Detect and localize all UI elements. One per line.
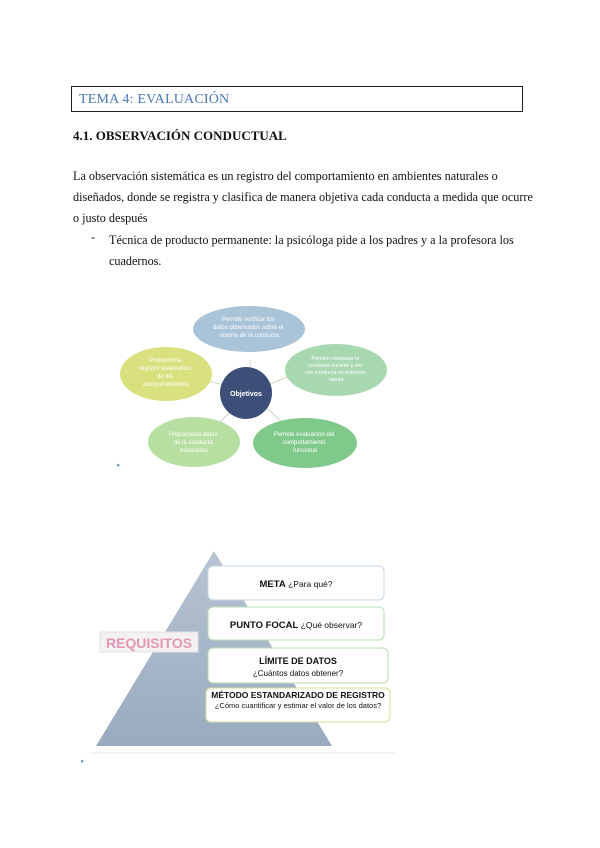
body-paragraph: La observación sistemática es un registro del comportamiento en ambientes naturales o diseñados, donde se registra y clasifica de manera objetiva cada conducta a medida que ocurre o justo después [73, 169, 533, 225]
objective-node-1-line-3: reporte de la conducta [219, 333, 279, 339]
svg-text:PUNTO FOCAL ¿Qué observar? [230, 620, 362, 631]
objective-node-2-line-1: Permite comparar la [311, 356, 360, 362]
objectives-center-label: Objetivos [230, 391, 262, 398]
objective-node-4-line-2: de la conducta [173, 440, 213, 446]
section-heading: 4.1. OBSERVACIÓN CONDUCTUAL [73, 128, 287, 143]
objective-node-3-line-1: Permite evaluación del [273, 432, 335, 438]
objective-node-2-line-4: natura [328, 377, 344, 383]
requisito-1-question: ¿Para qué? [285, 579, 333, 589]
anchor-marker-1: ▸ [117, 461, 121, 469]
section-title: TEMA 4: EVALUACIÓN [79, 92, 230, 107]
requisito-4-title: MÉTODO ESTANDARIZADO DE REGISTRO [211, 690, 385, 700]
requisito-1-title: META [259, 579, 286, 590]
objective-node-4-line-1: Proporciona datos [168, 432, 218, 438]
svg-text:META ¿Para qué? [260, 579, 333, 590]
bullet-marker: - [91, 230, 96, 244]
objective-node-1-line-1: Permite verificar los [221, 317, 275, 323]
bullet-text: Técnica de producto permanente: la psicóloga pide a los padres y a la profesora los cuadernos. [109, 233, 514, 268]
requisito-2-title: PUNTO FOCAL [229, 620, 299, 631]
objective-node-2-line-2: conducta durante y ent [308, 363, 363, 369]
objective-node-4-line-3: esperados [179, 448, 209, 454]
objective-node-5-line-1: Proporciona [148, 358, 182, 364]
anchor-marker-2: ▸ [81, 757, 85, 765]
objective-node-3-line-2: comportamiento [282, 440, 326, 446]
requisitos-label: REQUISITOS [105, 635, 193, 651]
objective-node-5-line-3: de los [157, 374, 174, 380]
requisito-4-question: ¿Cómo cuantificar y estimar el valor de los datos? [214, 701, 382, 710]
requisito-3-question: ¿Cuántos datos obtener? [252, 669, 344, 678]
objective-node-5-line-4: comportamientos [142, 382, 190, 388]
objective-node-1-line-2: datos observados sobre el [212, 325, 284, 331]
requisito-2-question: ¿Qué observar? [298, 620, 363, 630]
objective-node-3-line-3: funcional [292, 448, 318, 454]
requisito-3-title: LÍMITE DE DATOS [259, 656, 337, 666]
svg-text:LÍMITE DE DATOS [259, 656, 337, 666]
objective-node-2-line-3: con conducta en entornos [304, 370, 366, 376]
objective-node-5-line-2: registro sistemático [139, 366, 192, 372]
